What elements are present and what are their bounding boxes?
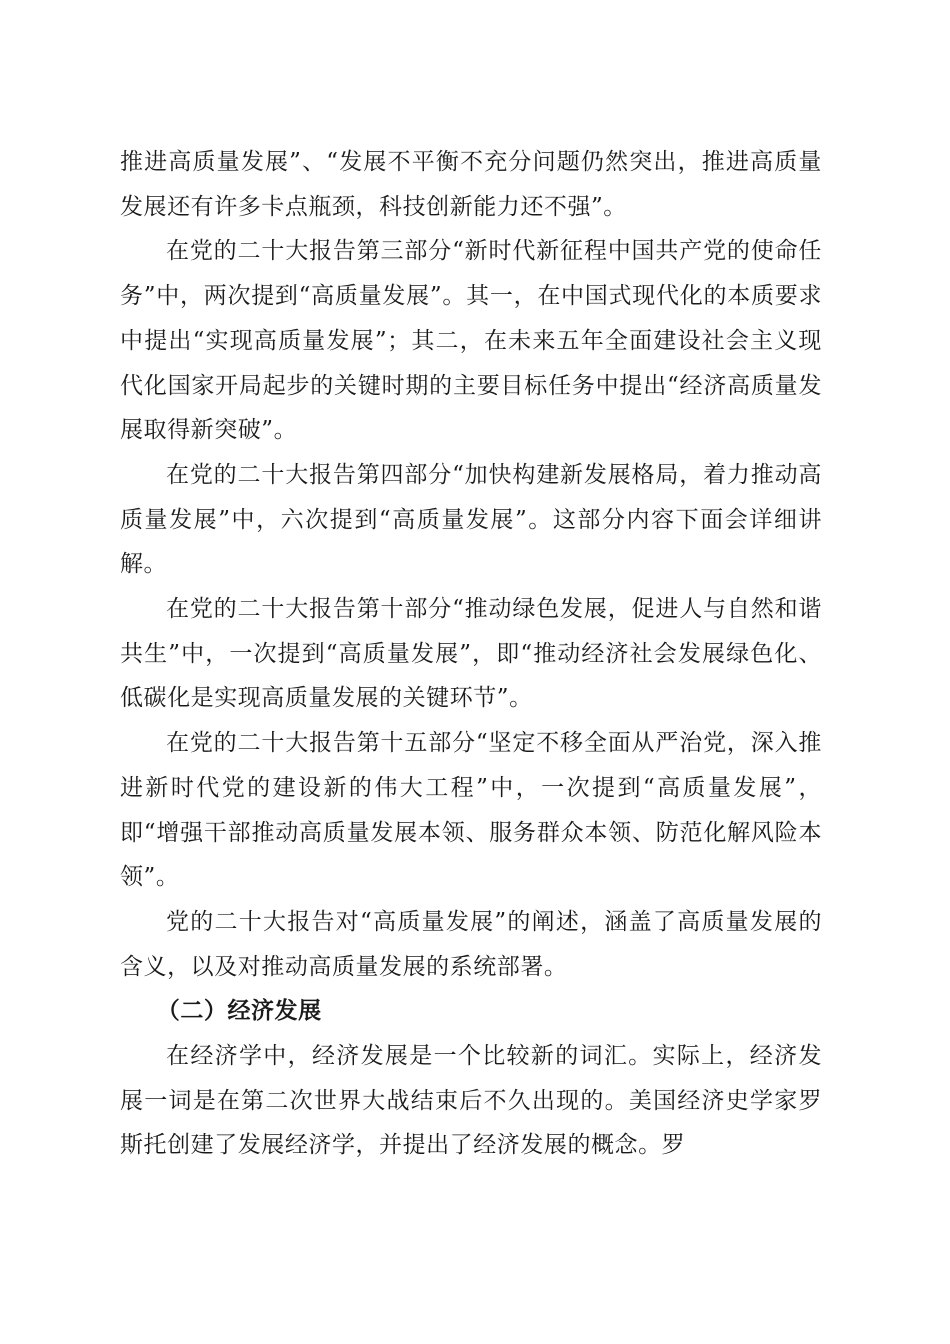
paragraph-economic-development: 在经济学中，经济发展是一个比较新的词汇。实际上，经济发展一词是在第二次世界大战结束后不久出现的。美国经济史学家罗斯托创建了发展经济学，并提出了经济发展的概念。罗 bbox=[120, 1043, 822, 1159]
document-body bbox=[120, 140, 822, 1168]
paragraph-part-four: 在党的二十大报告第四部分“加快构建新发展格局，着力推动高质量发展”中，六次提到“高质量发展”。这部分内容下面会详细讲解。 bbox=[120, 461, 822, 578]
paragraph-summary: 党的二十大报告对“高质量发展”的阐述，涵盖了高质量发展的含义，以及对推动高质量发展的系统部署。 bbox=[120, 908, 822, 980]
paragraph-part-fifteen: 在党的二十大报告第十五部分“坚定不移全面从严治党，深入推进新时代党的建设新的伟大工程”中，一次提到“高质量发展”，即“增强干部推动高质量发展本领、服务群众本领、防范化解风险本领”。 bbox=[120, 730, 822, 891]
paragraph-part-ten: 在党的二十大报告第十部分“推动绿色发展，促进人与自然和谐共生”中，一次提到“高质量发展”，即“推动经济社会发展绿色化、低碳化是实现高质量发展的关键环节”。 bbox=[120, 596, 822, 712]
paragraph-continuation: 推进高质量发展”、“发展不平衡不充分问题仍然突出，推进高质量发展还有许多卡点瓶颈，科技创新能力还不强”。 bbox=[120, 149, 822, 220]
section-heading: （二）经济发展 bbox=[156, 997, 322, 1025]
paragraph-part-three: 在党的二十大报告第三部分“新时代新征程中国共产党的使命任务”中，两次提到“高质量发展”。其一，在中国式现代化的本质要求中提出“实现高质量发展”；其二，在未来五年全面建设社会主义现代化国家开局起步的关键时期的主要目标任务中提出“经济高质量发展取得新突破”。 bbox=[120, 238, 822, 444]
